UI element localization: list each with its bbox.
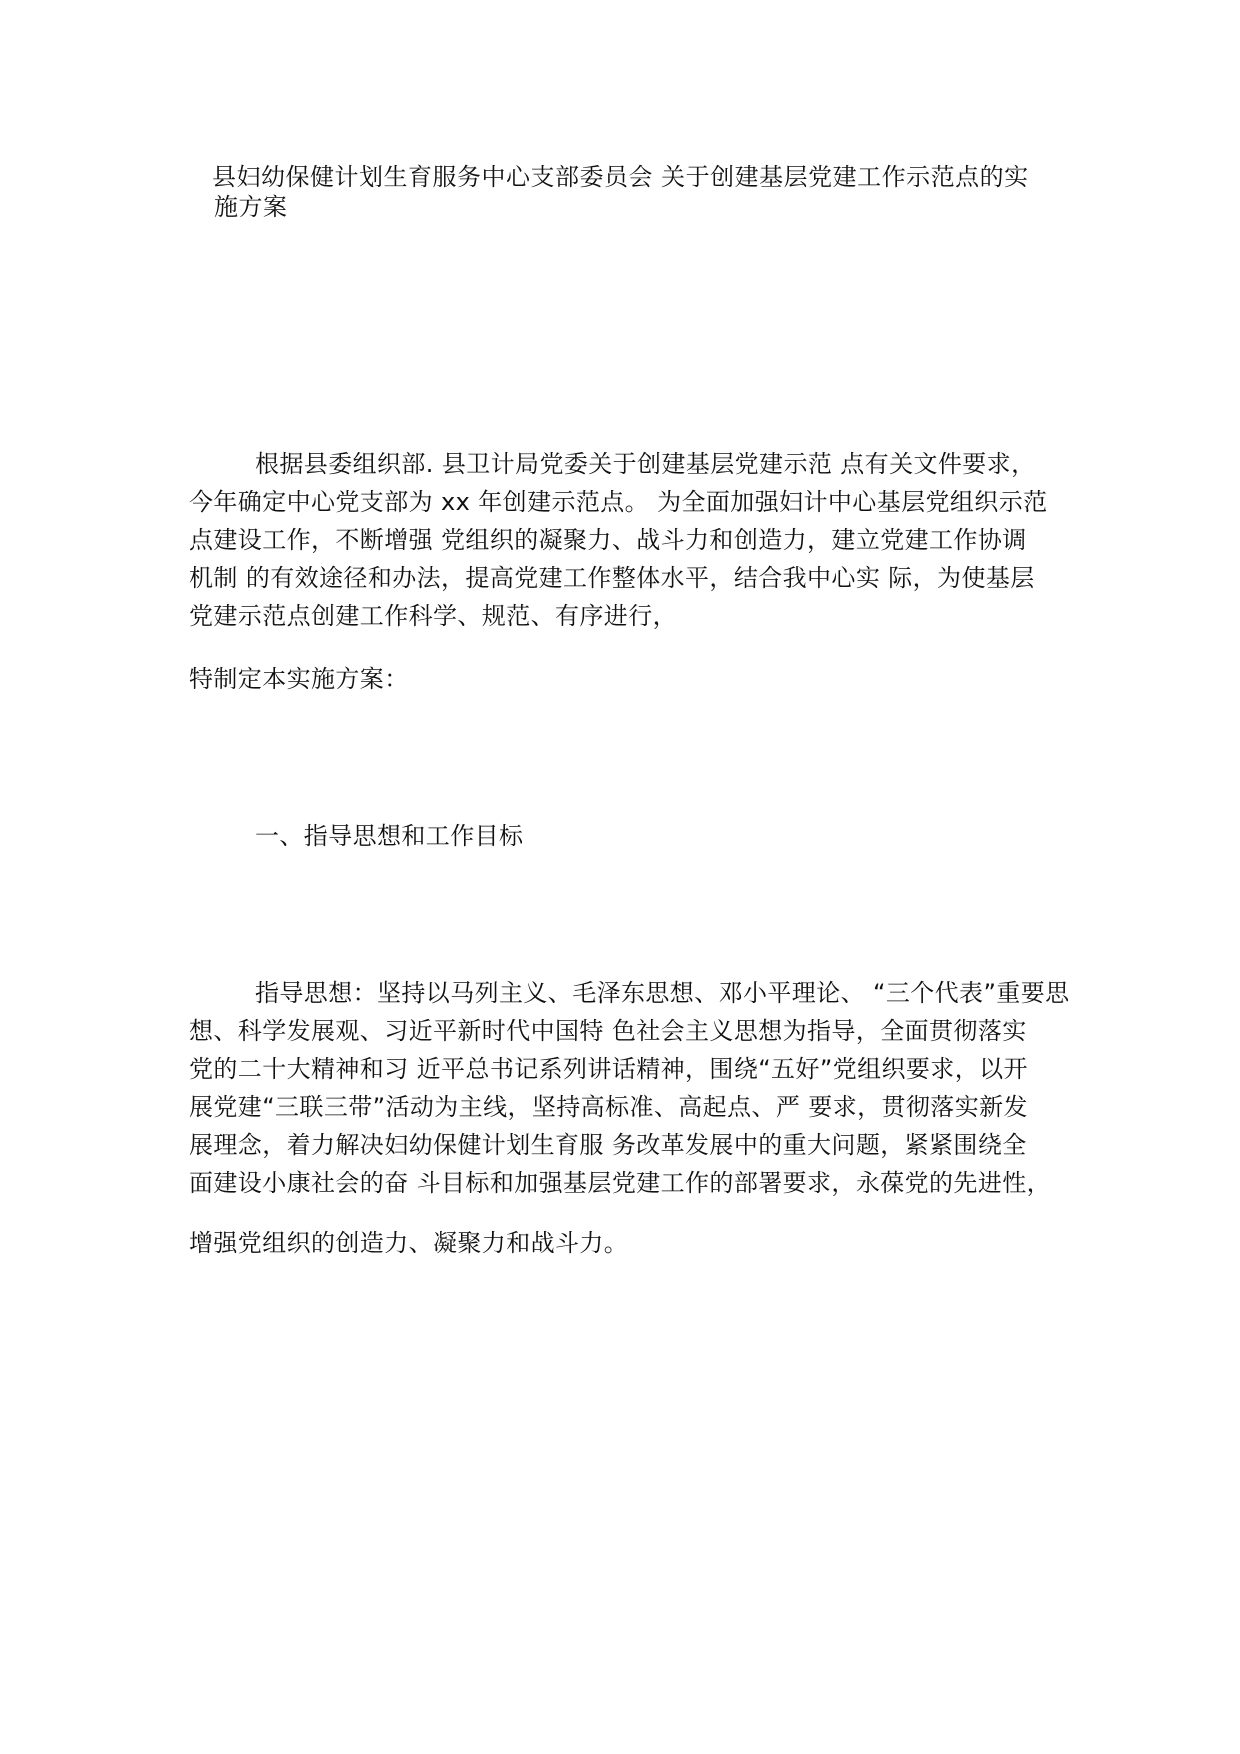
paragraph-line: 指导思想：坚持以马列主义、毛泽东思想、邓小平理论、 “三个代表”重要思	[255, 979, 1070, 1007]
document-title	[212, 162, 1072, 222]
title-line: 县妇幼保健计划生育服务中心支部委员会 关于创建基层党建工作示范点的实	[212, 163, 1029, 191]
paragraph-line: 特制定本实施方案：	[189, 665, 409, 693]
paragraph-line: 党建示范点创建工作科学、规范、有序进行，	[189, 602, 677, 630]
paragraph-line: 展理念，着力解决妇幼保健计划生育服 务改革发展中的重大问题，紧紧围绕全	[189, 1131, 1027, 1159]
paragraph-line: 根据县委组织部. 县卫计局党委关于创建基层党建示范 点有关文件要求，	[255, 450, 1036, 478]
intro-paragraph	[189, 445, 1069, 635]
guiding-paragraph-end	[189, 1224, 1069, 1262]
paragraph-line: 党的二十大精神和习 近平总书记系列讲话精神，围绕“五好”党组织要求，以开	[189, 1055, 1028, 1083]
paragraph-line: 想、科学发展观、习近平新时代中国特 色社会主义思想为指导，全面贯彻落实	[189, 1017, 1027, 1045]
guiding-paragraph	[189, 974, 1069, 1202]
paragraph-line: 增强党组织的创造力、凝聚力和战斗力。	[189, 1229, 629, 1257]
paragraph-line: 展党建“三联三带”活动为主线，坚持高标准、高起点、严 要求，贯彻落实新发	[189, 1093, 1028, 1121]
section-heading-text: 一、指导思想和工作目标	[255, 822, 524, 850]
paragraph-line: 点建设工作，不断增强 党组织的凝聚力、战斗力和创造力，建立党建工作协调	[189, 526, 1027, 554]
intro-closing	[189, 660, 1069, 698]
section-heading	[189, 817, 1069, 855]
title-line: 施方案	[214, 193, 288, 221]
paragraph-line: 今年确定中心党支部为 xx 年创建示范点。 为全面加强妇计中心基层党组织示范	[189, 488, 1048, 516]
paragraph-line: 机制 的有效途径和办法，提高党建工作整体水平，结合我中心实 际，为使基层	[189, 564, 1035, 592]
paragraph-line: 面建设小康社会的奋 斗目标和加强基层党建工作的部署要求，永葆党的先进性，	[189, 1169, 1052, 1197]
